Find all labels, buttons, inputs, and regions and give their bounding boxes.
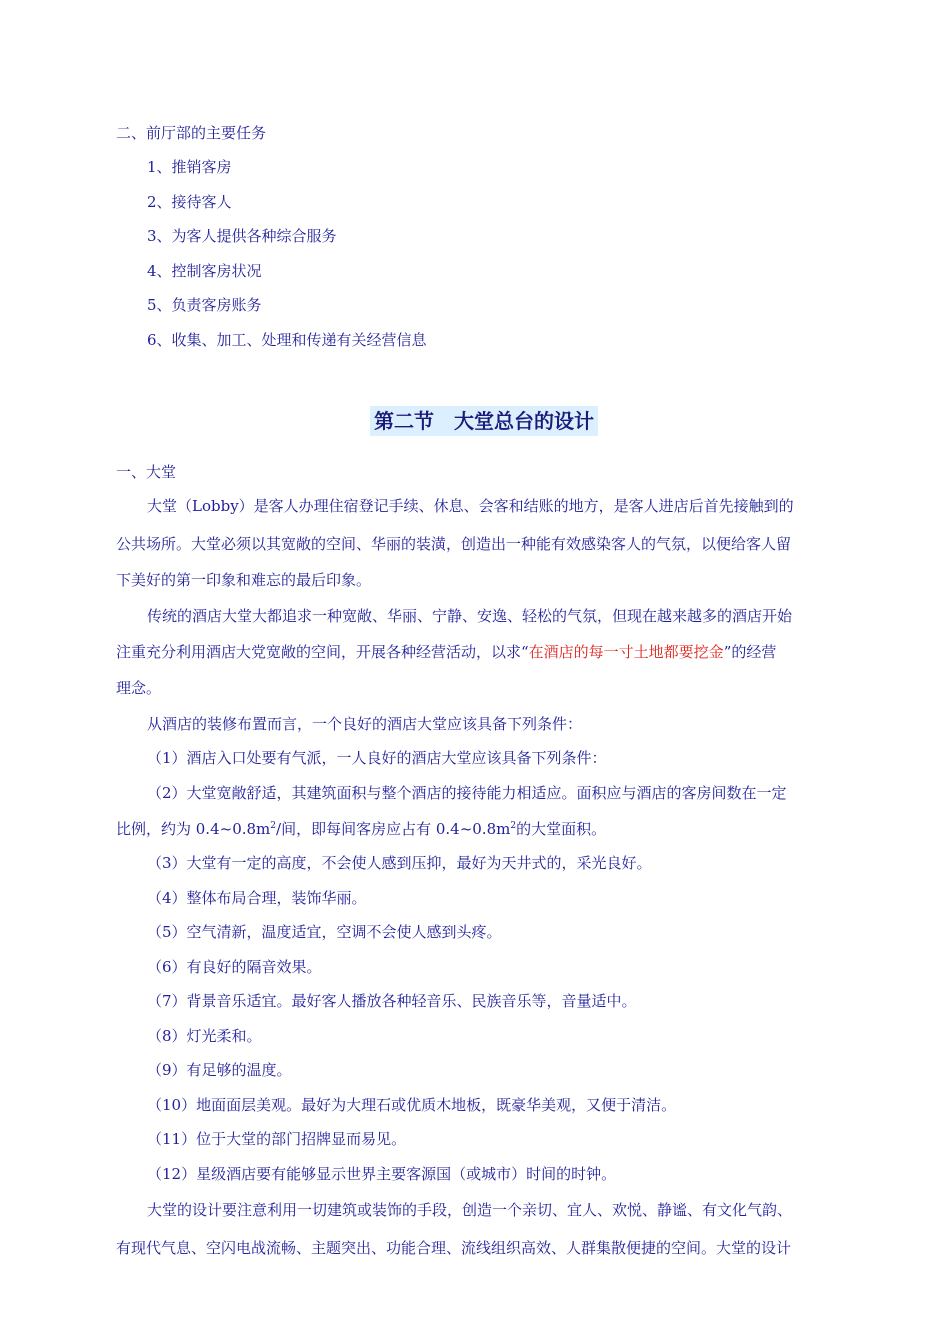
paragraph-line: 传统的酒店大堂大都追求一种宽敞、华丽、宁静、安逸、轻松的气氛，但现在越来越多的酒店开始 [147, 607, 793, 625]
condition-item: （12）星级酒店要有能够显示世界主要客源国（或城市）时间的时钟。 [147, 1165, 617, 1183]
condition-item-continued [116, 819, 606, 839]
condition-item: （5）空气清新，温度适宜，空调不会使人感到头疼。 [147, 923, 502, 941]
highlighted-text: 在酒店的每一寸土地都要挖金 [528, 643, 724, 661]
condition-item: （8）灯光柔和。 [147, 1027, 262, 1045]
text-run: ”的经营 [723, 643, 777, 661]
section-heading: 二、前厅部的主要任务 [116, 124, 267, 142]
condition-item: （7）背景音乐适宜。最好客人播放各种轻音乐、民族音乐等，音量适中。 [147, 992, 637, 1010]
superscript: 2 [270, 821, 277, 831]
condition-item: （4）整体布局合理，装饰华丽。 [147, 889, 367, 907]
list-item: 1、推销客房 [147, 158, 232, 176]
condition-item: （1）酒店入口处要有气派，一人良好的酒店大堂应该具备下列条件： [147, 749, 607, 767]
subheading: 一、大堂 [116, 463, 177, 481]
text-run: /间，即每间客房应占有 0.4~0.8m [276, 820, 511, 838]
superscript: 2 [510, 821, 517, 831]
condition-item: （10）地面面层美观。最好为大理石或优质木地板，既豪华美观，又便于清洁。 [147, 1096, 677, 1114]
condition-item: （2）大堂宽敞舒适，其建筑面积与整个酒店的接待能力相适应。面积应与酒店的客房间数在一定 [147, 784, 787, 802]
list-item: 5、负责客房账务 [147, 296, 262, 314]
paragraph-line [116, 642, 776, 662]
list-item: 4、控制客房状况 [147, 262, 262, 280]
paragraph-line: 公共场所。大堂必须以其宽敞的空间、华丽的装潢，创造出一种能有效感染客人的气氛，以便给客人留 [116, 535, 792, 553]
list-item: 2、接待客人 [147, 193, 232, 211]
list-item: 6、收集、加工、处理和传递有关经营信息 [147, 331, 427, 349]
paragraph-line: 有现代气息、空闪电战流畅、主题突出、功能合理、流线组织高效、人群集散便捷的空间。大堂的设计 [116, 1239, 792, 1257]
paragraph-line: 理念。 [116, 679, 162, 697]
text-run: 注重充分利用酒店大党宽敞的空间，开展各种经营活动，以求“ [116, 643, 529, 661]
list-item: 3、为客人提供各种综合服务 [147, 227, 337, 245]
section-title: 第二节 大堂总台的设计 [370, 406, 598, 436]
paragraph-line: 大堂的设计要注意利用一切建筑或装饰的手段，创造一个亲切、宜人、欢悦、静谧、有文化气韵、 [147, 1201, 793, 1219]
condition-item: （9）有足够的温度。 [147, 1061, 292, 1079]
paragraph-line: 下美好的第一印象和难忘的最后印象。 [116, 571, 372, 589]
paragraph-line: 大堂（Lobby）是客人办理住宿登记手续、休息、会客和结账的地方，是客人进店后首先接触到的 [147, 497, 794, 515]
condition-item: （11）位于大堂的部门招牌显而易见。 [147, 1130, 407, 1148]
condition-item: （3）大堂有一定的高度，不会使人感到压抑，最好为天井式的，采光良好。 [147, 854, 652, 872]
text-run: 比例，约为 0.4~0.8m [116, 820, 271, 838]
paragraph-line: 从酒店的装修布置而言，一个良好的酒店大堂应该具备下列条件： [147, 715, 583, 733]
text-run: 的大堂面积。 [516, 820, 607, 838]
condition-item: （6）有良好的隔音效果。 [147, 958, 322, 976]
